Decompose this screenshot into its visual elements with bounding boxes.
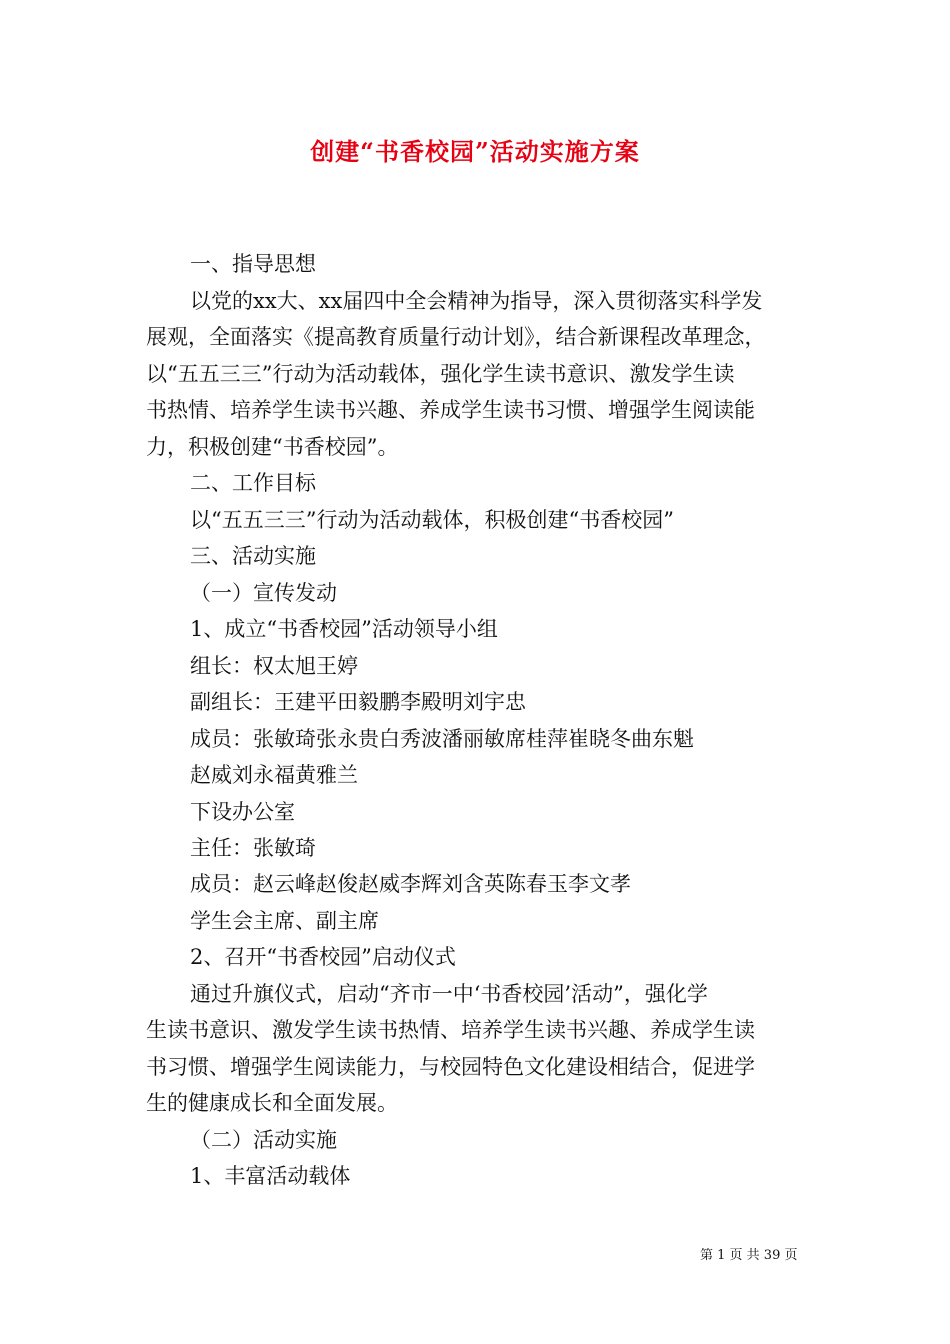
paragraph-line: 展观，全面落实《提高教育质量行动计划》，结合新课程改革理念， <box>146 325 766 349</box>
paragraph-line: 以“五五三三”行动为活动载体，积极创建“书香校园” <box>190 508 674 532</box>
document-title: 创建“书香校园”活动实施方案 <box>310 137 640 166</box>
list-item: 主任：张敏琦 <box>190 836 316 860</box>
list-item: 1、丰富活动载体 <box>190 1164 351 1188</box>
paragraph-line: 以党的xx大、xx届四中全会精神为指导，深入贯彻落实科学发 <box>190 289 763 313</box>
paragraph-line: 生的健康成长和全面发展。 <box>146 1091 398 1115</box>
paragraph-line: 书热情、培养学生读书兴趣、养成学生读书习惯、增强学生阅读能 <box>146 398 755 422</box>
list-item: 成员：张敏琦张永贵白秀波潘丽敏席桂萍崔晓冬曲东魁 <box>190 727 694 751</box>
list-item: 赵威刘永福黄雅兰 <box>190 763 358 787</box>
paragraph-line: 生读书意识、激发学生读书热情、培养学生读书兴趣、养成学生读 <box>146 1018 755 1042</box>
paragraph-line: 力，积极创建“书香校园”。 <box>146 435 399 459</box>
heading-activity-implementation: 三、活动实施 <box>190 544 316 568</box>
list-item: 2、召开“书香校园”启动仪式 <box>190 945 456 969</box>
list-item: 1、成立“书香校园”活动领导小组 <box>190 617 498 641</box>
heading-work-goal: 二、工作目标 <box>190 471 316 495</box>
list-item: 下设办公室 <box>190 800 295 824</box>
paragraph-line: 以“五五三三”行动为活动载体，强化学生读书意识、激发学生读 <box>146 362 735 386</box>
subheading-publicity: （一）宣传发动 <box>190 581 337 605</box>
list-item: 组长：权太旭王婷 <box>190 654 358 678</box>
paragraph-line: 书习惯、增强学生阅读能力，与校园特色文化建设相结合，促进学 <box>146 1055 755 1079</box>
subheading-activity-implementation: （二）活动实施 <box>190 1128 337 1152</box>
paragraph-line: 通过升旗仪式，启动“齐市一中‘书香校园’活动”，强化学 <box>190 982 708 1006</box>
list-item: 学生会主席、副主席 <box>190 909 379 933</box>
heading-guiding-thought: 一、指导思想 <box>190 252 316 276</box>
list-item: 成员：赵云峰赵俊赵威李辉刘含英陈春玉李文孝 <box>190 872 631 896</box>
page-number: 第 1 页 共 39 页 <box>700 1248 798 1263</box>
list-item: 副组长：王建平田毅鹏李殿明刘宇忠 <box>190 690 526 714</box>
